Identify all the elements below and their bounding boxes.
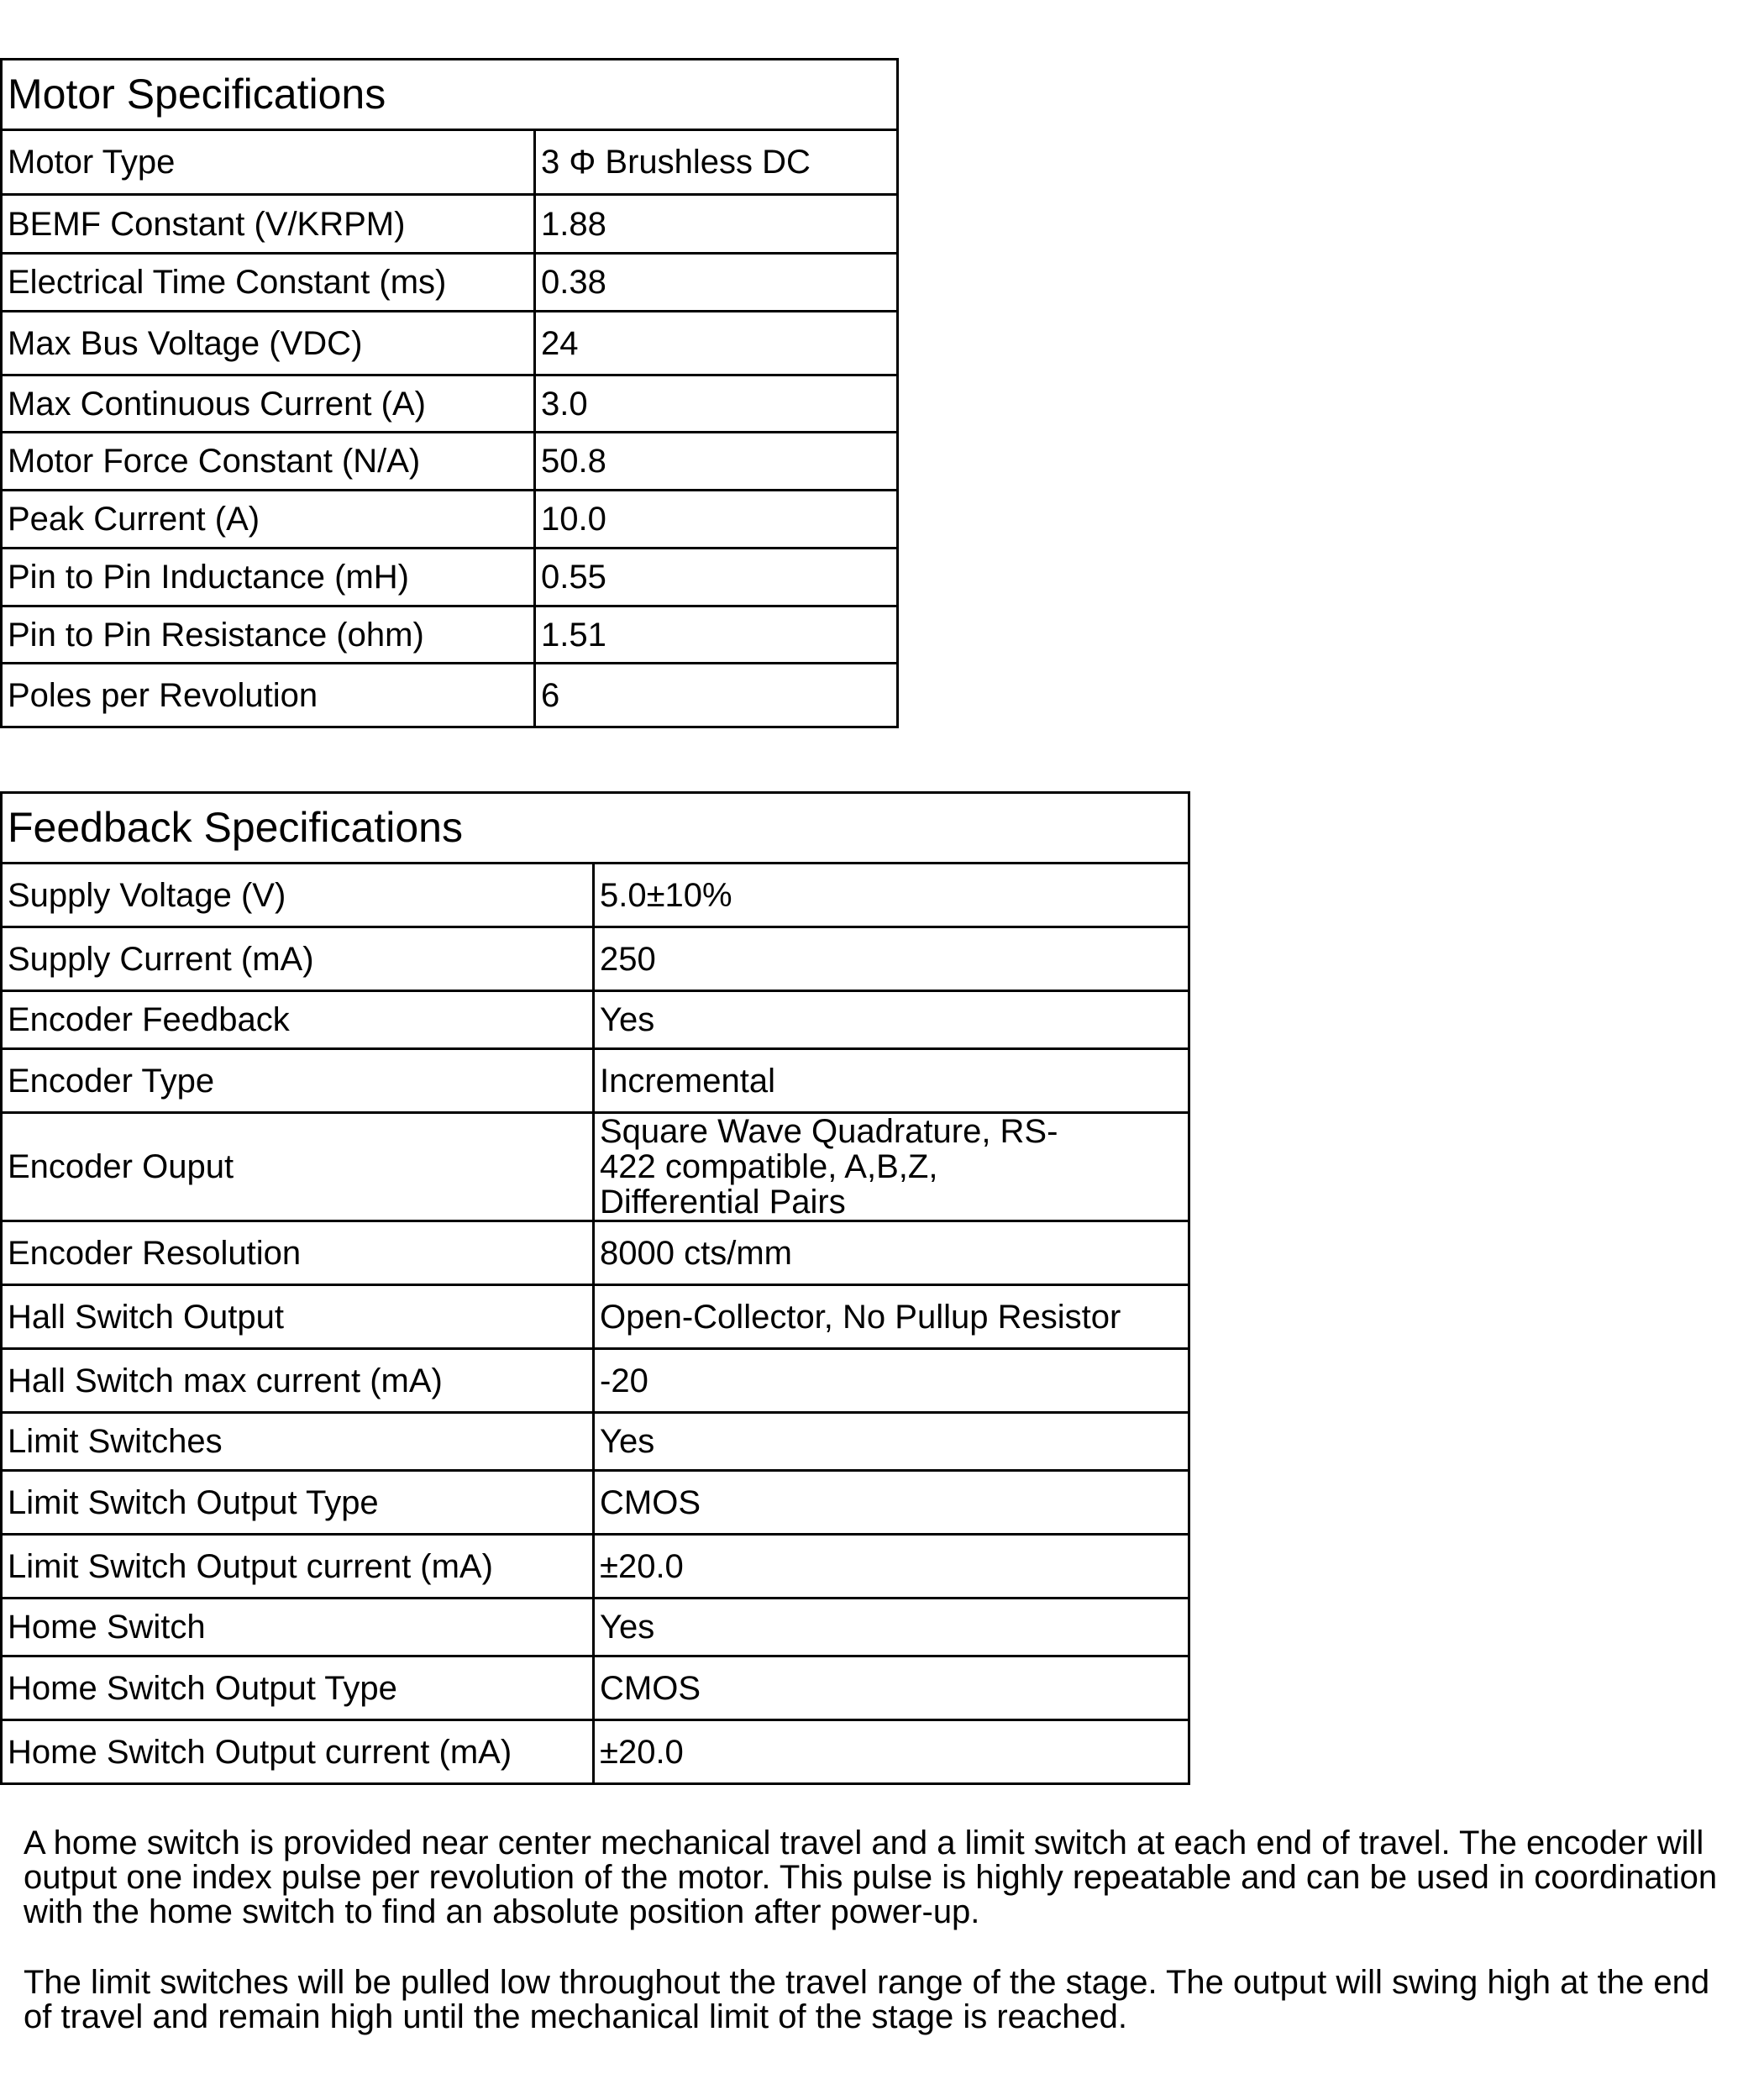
spec-value: Square Wave Quadrature, RS-422 compatible, A,B,Z, Differential Pairs (594, 1113, 1189, 1221)
spec-value: 1.51 (535, 606, 898, 664)
table-row (2, 1113, 1189, 1221)
table-row (2, 1285, 1189, 1349)
spec-value: Open-Collector, No Pullup Resistor (594, 1285, 1189, 1349)
table-row (2, 606, 898, 664)
spec-value: 24 (535, 312, 898, 375)
spec-label: Pin to Pin Inductance (mH) (2, 549, 535, 606)
spec-value: 1.88 (535, 195, 898, 254)
spec-label: Peak Current (A) (2, 491, 535, 549)
spec-value: Yes (594, 1413, 1189, 1471)
note-paragraph-home-switch: A home switch is provided near center mechanical travel and a limit switch at each end of travel. The encoder will output one index pulse per revolution of the motor. This pulse is highly repeatable and can be used in coordination with the home switch to find an absolute position after power-up. (24, 1824, 1718, 1930)
table-row (2, 1599, 1189, 1656)
spec-label: Supply Voltage (V) (2, 864, 594, 927)
spec-label: Pin to Pin Resistance (ohm) (2, 606, 535, 664)
spec-label: Max Continuous Current (A) (2, 375, 535, 433)
spec-value: CMOS (594, 1471, 1189, 1535)
feedback-specifications-table (0, 791, 1190, 1785)
table-row (2, 1413, 1189, 1471)
spec-label: Hall Switch max current (mA) (2, 1349, 594, 1413)
spec-label: Home Switch (2, 1599, 594, 1656)
table-row (2, 927, 1189, 991)
table-row (2, 375, 898, 433)
spec-value: 8000 cts/mm (594, 1221, 1189, 1285)
spec-label: Hall Switch Output (2, 1285, 594, 1349)
spec-label: Motor Type (2, 130, 535, 195)
table-row (2, 491, 898, 549)
spec-label: Encoder Feedback (2, 991, 594, 1049)
spec-value: -20 (594, 1349, 1189, 1413)
table-row (2, 1349, 1189, 1413)
spec-value: Yes (594, 991, 1189, 1049)
table-row (2, 1471, 1189, 1535)
note-paragraph-limit-switches: The limit switches will be pulled low throughout the travel range of the stage. The output will swing high at the end of travel and remain high until the mechanical limit of the stage is reached. (24, 1964, 1710, 2035)
spec-label: Poles per Revolution (2, 664, 535, 727)
table-row (2, 991, 1189, 1049)
spec-value: Incremental (594, 1049, 1189, 1113)
table-row (2, 433, 898, 491)
spec-label: Limit Switch Output current (mA) (2, 1535, 594, 1599)
table-row (2, 864, 1189, 927)
spec-value: Yes (594, 1599, 1189, 1656)
spec-label: Encoder Resolution (2, 1221, 594, 1285)
spec-value: 0.38 (535, 254, 898, 312)
spec-value: CMOS (594, 1656, 1189, 1720)
table-row (2, 1720, 1189, 1784)
motor-specifications-table (0, 58, 899, 728)
spec-label: Home Switch Output Type (2, 1656, 594, 1720)
table-row (2, 130, 898, 195)
spec-value: 6 (535, 664, 898, 727)
table-row (2, 664, 898, 727)
spec-value: 50.8 (535, 433, 898, 491)
motor-specifications-title: Motor Specifications (2, 60, 898, 130)
spec-label: BEMF Constant (V/KRPM) (2, 195, 535, 254)
spec-value: 3 Φ Brushless DC (535, 130, 898, 195)
spec-value: ±20.0 (594, 1535, 1189, 1599)
spec-value: ±20.0 (594, 1720, 1189, 1784)
table-row (2, 1221, 1189, 1285)
table-row (2, 312, 898, 375)
table-row (2, 1656, 1189, 1720)
table-row (2, 1049, 1189, 1113)
spec-value: 250 (594, 927, 1189, 991)
table-row (2, 195, 898, 254)
spec-label: Encoder Type (2, 1049, 594, 1113)
table-row (2, 254, 898, 312)
spec-label: Supply Current (mA) (2, 927, 594, 991)
spec-label: Limit Switches (2, 1413, 594, 1471)
spec-label: Motor Force Constant (N/A) (2, 433, 535, 491)
spec-label: Limit Switch Output Type (2, 1471, 594, 1535)
spec-value: 3.0 (535, 375, 898, 433)
spec-value: 5.0±10% (594, 864, 1189, 927)
feedback-specifications-title: Feedback Specifications (2, 793, 1189, 864)
table-row (2, 549, 898, 606)
spec-value: 10.0 (535, 491, 898, 549)
table-row (2, 1535, 1189, 1599)
spec-label: Encoder Ouput (2, 1113, 594, 1221)
spec-value: 0.55 (535, 549, 898, 606)
spec-label: Home Switch Output current (mA) (2, 1720, 594, 1784)
spec-label: Max Bus Voltage (VDC) (2, 312, 535, 375)
spec-label: Electrical Time Constant (ms) (2, 254, 535, 312)
